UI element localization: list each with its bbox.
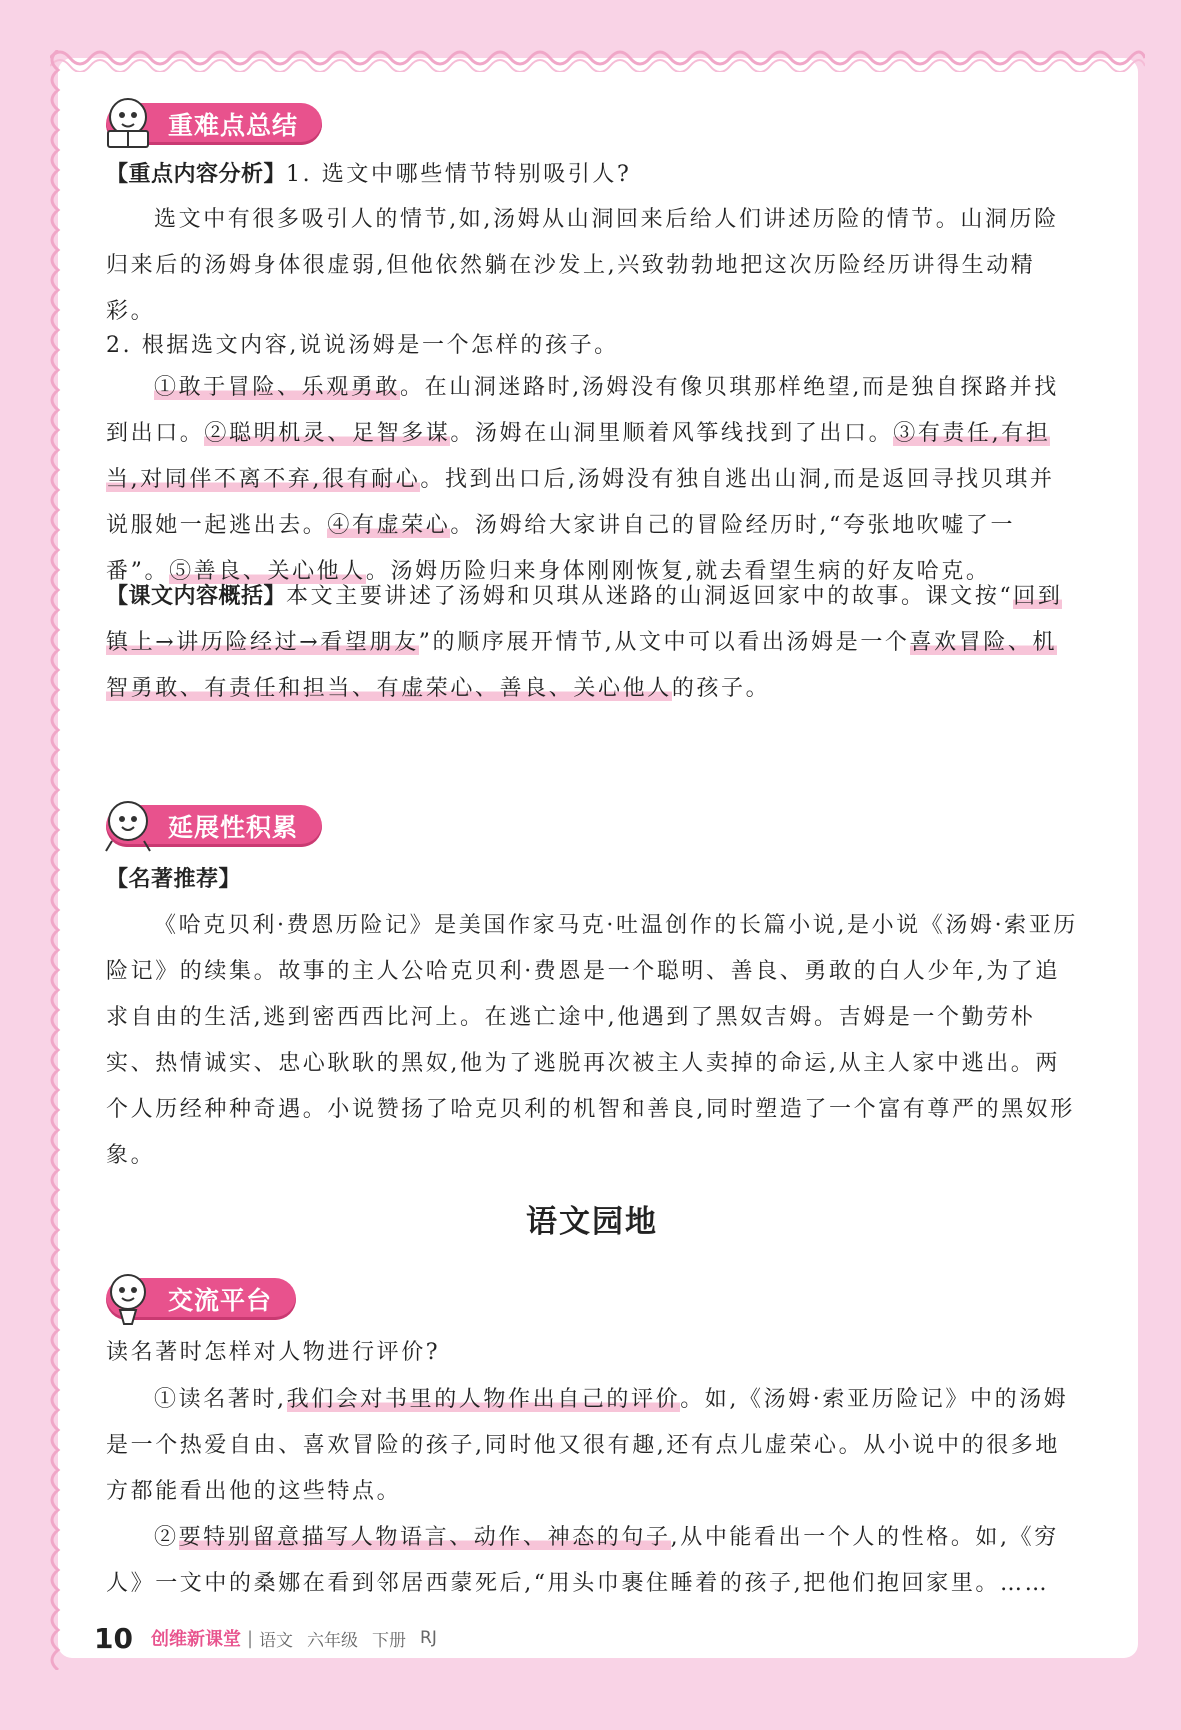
page-footer: [94, 1618, 451, 1658]
wavy-border-left: [44, 50, 72, 1670]
analysis-question-2: 2. 根据选文内容,说说汤姆是一个怎样的孩子。: [106, 333, 619, 358]
analysis-answer-1: 选文中有很多吸引人的情节,如,汤姆从山洞回来后给人们讲述历险的情节。山洞历险归来后的汤姆身体很虚弱,但他依然躺在沙发上,兴致勃勃地把这次历险经历讲得生动精彩。: [106, 207, 1059, 324]
brand-name: 创维新课堂: [150, 1629, 241, 1650]
analysis-answer-2: ①敢于冒险、乐观勇敢。在山洞迷路时,汤姆没有像贝琪那样绝望,而是独自探路并找到出口。②聪明机灵、足智多谋。汤姆在山洞里顺着风筝线找到了出口。③有责任,有担当,对同伴不离不弃,很有耐心。找到出口后,汤姆没有独自逃出山洞,而是返回寻找贝琪并说服她一起逃出去。④有虚荣心。汤姆给大家讲自己的冒险经历时,“夸张地吹嘘了一番”。⑤善良、关心他人。汤姆历险归来身体刚刚恢复,就去看望生病的好友哈克。: [106, 375, 1059, 584]
footer-subject: 语文: [259, 1630, 294, 1651]
page-content: [106, 0, 1078, 1730]
recommend-paragraph: 《哈克贝利·费恩历险记》是美国作家马克·吐温创作的长篇小说,是小说《汤姆·索亚历险记》的续集。故事的主人公哈克贝利·费恩是一个聪明、善良、勇敢的白人少年,为了追求自由的生活,逃到密西西比河上。在逃亡途中,他遇到了黑奴吉姆。吉姆是一个勤劳朴实、热情诚实、忠心耿耿的黑奴,他为了逃脱再次被主人卖掉的命运,从主人家中逃出。两个人历经种种奇遇。小说赞扬了哈克贝利的机智和善良,同时塑造了一个富有尊严的黑奴形象。: [106, 913, 1078, 1168]
footer-edition: RJ: [420, 1628, 437, 1648]
lightbulb-mascot-icon: [100, 795, 158, 855]
section-header-extension: [106, 805, 322, 847]
garden-title: 语文园地: [526, 1204, 658, 1240]
section-title: 延展性积累: [106, 805, 322, 847]
exchange-paragraph-1: ①读名著时,我们会对书里的人物作出自己的评价。如,《汤姆·索亚历险记》中的汤姆是一个热爱自由、喜欢冒险的孩子,同时他又很有趣,还有点儿虚荣心。从小说中的很多地方都能看出他的这些特点。: [106, 1387, 1069, 1504]
section-header-exchange: [106, 1278, 296, 1320]
footer-volume: 下册: [372, 1630, 407, 1651]
analysis-tag: 【重点内容分析】: [106, 162, 287, 187]
exchange-paragraph-2: ②要特别留意描写人物语言、动作、神态的句子,从中能看出一个人的性格。如,《穷人》一文中的桑娜在看到邻居西蒙死后,“用头巾裹住睡着的孩子,把他们抱回家里。……: [106, 1525, 1059, 1596]
footer-separator: |: [246, 1627, 254, 1649]
page-number: 10: [94, 1621, 133, 1655]
section-title: 交流平台: [106, 1278, 296, 1320]
summary-paragraph: 【课文内容概括】本文主要讲述了汤姆和贝琪从迷路的山洞返回家中的故事。课文按“回到镇上→讲历险经过→看望朋友”的顺序展开情节,从文中可以看出汤姆是一个喜欢冒险、机智勇敢、有责任和担当、有虚荣心、善良、关心他人的孩子。: [106, 584, 1063, 701]
footer-grade: 六年级: [307, 1630, 359, 1651]
exchange-question: 读名著时怎样对人物进行评价?: [106, 1340, 441, 1365]
analysis-question-1: 【重点内容分析】1. 选文中哪些情节特别吸引人?: [106, 162, 632, 187]
section-header-key-points: [106, 103, 322, 145]
recommend-tag: 【名著推荐】: [106, 867, 242, 892]
trophy-mascot-icon: [100, 1268, 158, 1328]
section-title: 重难点总结: [106, 103, 322, 145]
book-mascot-icon: [100, 93, 158, 153]
